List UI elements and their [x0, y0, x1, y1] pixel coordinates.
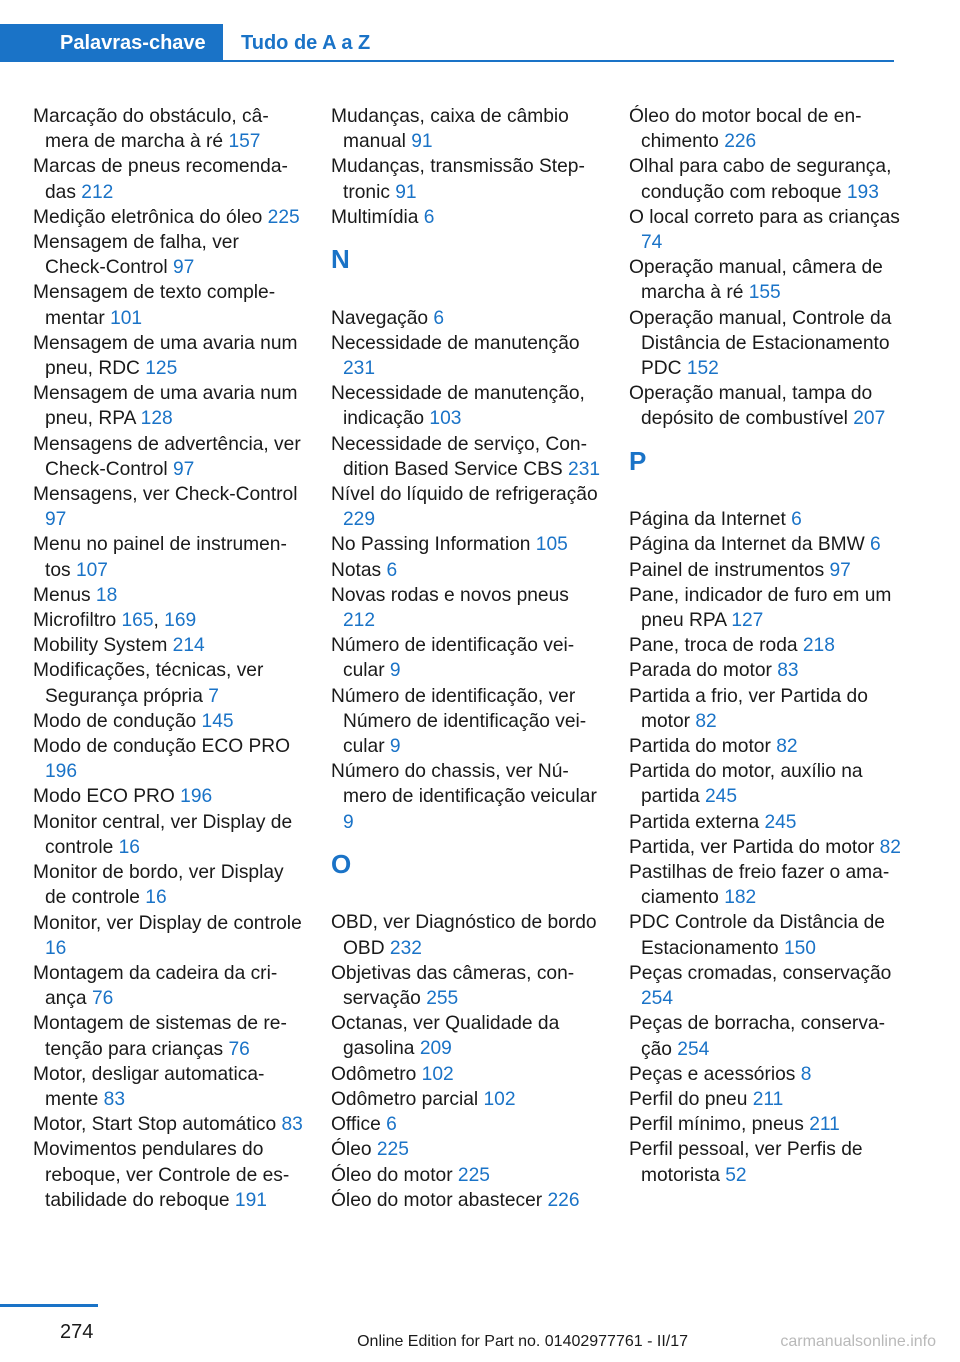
index-entry-text: Mensagem de uma avaria num pneu, RPA [33, 383, 298, 430]
page-link[interactable]: 152 [686, 358, 719, 380]
index-entry-text: Mudanças, transmissão Steptronic [331, 156, 585, 203]
index-entry-text: Perfil pessoal, ver Perfis de motorista [629, 1139, 863, 1186]
page-link[interactable]: 9 [389, 736, 401, 758]
page-link[interactable]: 82 [776, 736, 798, 758]
page-link[interactable]: 225 [457, 1164, 490, 1186]
index-entry-text: Operação manual, Controle da Distância de Estacionamento PDC [629, 307, 892, 380]
index-entry-text: Montagem de sistemas de retenção para crianças [33, 1013, 287, 1060]
index-entry [331, 482, 601, 532]
index-entry [629, 583, 901, 633]
index-entry [331, 759, 601, 835]
index-entry-text: Número do chassis, ver Número de identificação veicular [331, 761, 597, 808]
index-entry-text: Octanas, ver Qualidade da gasolina [331, 1013, 560, 1060]
index-entry [33, 432, 303, 482]
index-entry-text: Mensagens de advertência, ver Check-Control [33, 433, 301, 480]
edition-note: Online Edition for Part no. 01402977761 - II/17 [357, 1333, 688, 1350]
page-link[interactable]: 211 [752, 1088, 784, 1110]
page-link[interactable]: 91 [395, 181, 417, 203]
page-link[interactable]: 128 [140, 408, 173, 430]
index-entry-text: Óleo [331, 1139, 377, 1161]
index-entry-text: Menu no painel de instrumentos [33, 534, 287, 581]
index-entry-text: Perfil mínimo, pneus [629, 1114, 810, 1136]
index-entry [331, 532, 601, 557]
index-entry-text: Necessidade de manutenção, indicação [331, 383, 585, 430]
page-link[interactable]: 6 [386, 559, 398, 581]
page-link[interactable]: 8 [800, 1063, 812, 1085]
index-entry-text: Modo de condução [33, 710, 202, 732]
index-entry-text: Necessidade de manutenção [331, 332, 580, 354]
index-entry [33, 331, 303, 381]
page-link[interactable]: 91 [411, 131, 433, 153]
index-entry-text: Objetivas das câmeras, conservação [331, 962, 575, 1010]
page-link[interactable]: 6 [433, 307, 445, 329]
index-entry [629, 810, 901, 835]
page-link[interactable]: 127 [731, 610, 764, 632]
index-entry-text: Notas [331, 559, 387, 581]
index-entry [331, 633, 601, 683]
index-entry-text: Montagem da cadeira da criança [33, 962, 278, 1010]
index-entry [331, 1188, 601, 1213]
index-entry [331, 154, 601, 204]
page-link[interactable]: 169 [164, 610, 197, 632]
index-entry-text: Pane, troca de roda [629, 635, 803, 657]
index-entry [629, 104, 901, 154]
index-entry [33, 482, 303, 532]
index-entry-text: Operação manual, tampa do depósito de combustível [629, 383, 873, 430]
index-entry-text: Operação manual, câmera de marcha à ré [629, 257, 883, 304]
index-entry [331, 331, 601, 381]
index-entry-text: Perfil do pneu [629, 1088, 753, 1110]
index-entry [629, 835, 901, 860]
index-entry-text: No Passing Information [331, 534, 536, 556]
page-link[interactable]: 218 [802, 635, 835, 657]
index-entry [33, 734, 303, 784]
index-entry-text: Partida a frio, ver Partida do motor [629, 685, 868, 732]
index-entry [629, 507, 901, 532]
page-link[interactable]: 155 [748, 282, 781, 304]
page-link[interactable]: 18 [95, 584, 118, 606]
index-entry-text: Número de identificação, ver Número de identificação veicular [331, 685, 587, 758]
index-letter-heading: O [331, 848, 352, 879]
index-entry [331, 1112, 601, 1137]
index-entry-text: Odômetro [331, 1063, 422, 1085]
index-entry: Microfiltro 165, 169 [33, 610, 197, 632]
page-link[interactable]: 52 [725, 1164, 747, 1186]
index-entry [33, 1062, 303, 1112]
index-letter-heading: P [629, 445, 647, 476]
index-entry-text: OBD, ver Diagnóstico de bordo OBD [331, 912, 597, 959]
page-link[interactable]: 83 [281, 1114, 303, 1136]
index-entry [629, 381, 901, 431]
page-link[interactable]: 97 [172, 257, 195, 279]
page-link[interactable]: 16 [145, 887, 167, 909]
index-entry [331, 1062, 601, 1087]
page-link[interactable]: 196 [180, 786, 213, 808]
page-link[interactable]: 103 [429, 408, 462, 430]
index-entry-text: Menus [33, 584, 96, 606]
index-entry [629, 1062, 901, 1087]
index-entry-text: Mensagem de falha, ver Check-Control [33, 232, 239, 279]
index-entry [629, 633, 901, 658]
index-entry [629, 910, 901, 960]
page-link[interactable]: 254 [641, 988, 674, 1010]
page-link[interactable]: 255 [426, 988, 459, 1010]
page-link[interactable]: 6 [423, 206, 435, 228]
index-entry-text: Medição eletrônica do óleo [33, 206, 268, 228]
page-link[interactable]: 165 [121, 610, 154, 632]
page-link[interactable]: 16 [118, 836, 140, 858]
page-link[interactable]: 226 [547, 1189, 580, 1211]
index-entry [33, 633, 303, 658]
page-link[interactable]: 229 [343, 509, 376, 531]
index-entry [33, 1011, 303, 1061]
index-entry [33, 784, 303, 809]
index-entry [331, 306, 601, 331]
index-entry [331, 961, 601, 1011]
index-entry-text: Modo ECO PRO [33, 786, 181, 808]
index-entry-text: Nível do líquido de refrigeração [331, 484, 598, 506]
index-entry-text: Novas rodas e novos pneus [331, 584, 569, 606]
page-link[interactable]: 212 [81, 181, 114, 203]
index-entry [331, 583, 601, 633]
page-link[interactable]: 102 [483, 1088, 516, 1110]
index-entry [629, 532, 901, 557]
index-entry [629, 1112, 901, 1137]
index-entry-text: Mudanças, caixa de câmbio manual [331, 106, 569, 153]
page-link[interactable]: 97 [45, 509, 67, 531]
page-link[interactable]: 6 [870, 534, 881, 556]
index-entry-text: Página da Internet [629, 509, 792, 531]
index-entry-text: Mobility System [33, 635, 173, 657]
index-entry-text: Óleo do motor bocal de enchimento [629, 106, 862, 153]
index-entry [629, 734, 901, 759]
index-entry-text: Multimídia [331, 206, 424, 228]
index-entry-text: Olhal para cabo de segurança, condução com reboque [629, 156, 892, 203]
page-link[interactable]: 107 [75, 559, 108, 581]
index-entry-text: Mensagem de uma avaria num pneu, RDC [33, 332, 298, 380]
index-entry [331, 1087, 601, 1112]
tab-palavras-chave[interactable]: Palavras-chave [0, 24, 223, 62]
index-entry-text: PDC Controle da Distância de Estacionamento [629, 912, 885, 959]
header-rule [0, 60, 894, 62]
page-link[interactable]: 245 [764, 811, 797, 833]
index-entry [33, 280, 303, 330]
page-link[interactable]: 83 [103, 1088, 126, 1110]
page-link[interactable]: 207 [853, 408, 886, 430]
page-link[interactable]: 214 [172, 635, 205, 657]
index-entry [33, 810, 303, 860]
page-link[interactable]: 83 [777, 660, 799, 682]
index-entry [629, 759, 901, 809]
index-entry [629, 205, 901, 255]
page-link[interactable]: 232 [389, 937, 422, 959]
page-link[interactable]: 196 [45, 761, 78, 783]
page-link[interactable]: 225 [267, 206, 300, 228]
page-link[interactable]: 182 [724, 887, 757, 909]
page-link[interactable]: 150 [783, 937, 816, 959]
page-link[interactable]: 97 [172, 458, 195, 480]
page-link[interactable]: 9 [389, 660, 401, 682]
page-link[interactable]: 76 [91, 988, 114, 1010]
page-link[interactable]: 212 [343, 610, 376, 632]
index-entry-text: Mensagens, ver Check-Control [33, 484, 298, 506]
page-link[interactable]: 145 [201, 710, 234, 732]
index-entry [33, 709, 303, 734]
index-entry [33, 205, 303, 230]
index-entry-text: Monitor central, ver Display de controle [33, 811, 293, 858]
index-entry [33, 961, 303, 1011]
index-entry-text: Necessidade de serviço, Condition Based Service CBS [331, 433, 587, 480]
index-entry-text: Óleo do motor abastecer [331, 1189, 548, 1211]
index-entry [331, 1137, 601, 1162]
index-entry-text: Peças cromadas, conservação [629, 962, 892, 984]
page-link[interactable]: 7 [208, 685, 219, 707]
index-entry-text: Monitor de bordo, ver Display de controle [33, 862, 284, 909]
index-entry-text: Número de identificação veicular [331, 635, 575, 682]
index-entry [33, 230, 303, 280]
index-entry-text: Partida, ver Partida do motor [629, 836, 880, 858]
index-column-1 [33, 104, 303, 1213]
index-entry [33, 911, 303, 961]
index-entry-text: Pastilhas de freio fazer o amaciamento [629, 862, 890, 909]
index-entry-text: Odômetro parcial [331, 1088, 484, 1110]
index-entry [629, 658, 901, 683]
page-link[interactable]: 102 [421, 1063, 454, 1085]
page-link[interactable]: 226 [724, 131, 757, 153]
index-entry-text: Modo de condução ECO PRO [33, 736, 291, 758]
index-entry [331, 910, 601, 960]
index-entry-text: Navegação [331, 307, 434, 329]
index-entry [629, 961, 901, 1011]
index-entry [331, 381, 601, 431]
index-entry [33, 1137, 303, 1213]
page-link[interactable]: 16 [45, 937, 67, 959]
index-entry-text: Partida do motor, auxílio na partida [629, 761, 863, 808]
index-entry [331, 432, 601, 482]
index-entry [629, 306, 901, 382]
index-entry-text: Página da Internet da BMW [629, 534, 871, 556]
page-link[interactable]: 6 [791, 509, 802, 531]
index-entry-text: Óleo do motor [331, 1164, 458, 1186]
index-entry-text: Partida externa [629, 811, 765, 833]
index-entry-text: Motor, desligar automaticamente [33, 1063, 265, 1110]
index-entry-text: Mensagem de texto complementar [33, 282, 276, 329]
page-link[interactable]: 231 [568, 458, 601, 480]
index-entry [33, 658, 303, 708]
index-entry [629, 154, 901, 204]
index-entry-text: Parada do motor [629, 660, 778, 682]
index-entry [33, 154, 303, 204]
index-entry [331, 205, 601, 230]
index-letter-heading: N [331, 244, 350, 275]
page-link[interactable]: 225 [376, 1139, 409, 1161]
page-number: 274 [60, 1321, 94, 1343]
index-column-2 [331, 104, 601, 1213]
index-entry-text: Monitor, ver Display de controle [33, 912, 302, 934]
page-link[interactable]: 125 [145, 358, 178, 380]
index-entry [629, 1087, 901, 1112]
index-entry [629, 684, 901, 734]
index-entry-text: Peças de borracha, conservação [629, 1013, 885, 1060]
page-link[interactable]: 101 [110, 307, 143, 329]
page-link[interactable]: 82 [695, 710, 717, 732]
page-link[interactable]: 211 [809, 1114, 840, 1136]
tab-tudo-de-a-a-z[interactable]: Tudo de A a Z [241, 32, 371, 54]
index-entry-text: Motor, Start Stop automático [33, 1114, 282, 1136]
index-entry [331, 104, 601, 154]
watermark: carmanualsonline.info [780, 1333, 936, 1350]
page-header [0, 24, 894, 62]
index-entry-text: Painel de instrumentos [629, 559, 830, 581]
footer-rule [0, 1304, 98, 1307]
page-link[interactable]: 82 [879, 836, 901, 858]
index-entry-text: O local correto para as crianças [629, 206, 900, 228]
page-link[interactable]: 97 [829, 559, 851, 581]
index-entry [33, 583, 303, 608]
index-entry [629, 1137, 901, 1187]
index-entry-text: Microfiltro [33, 610, 122, 632]
index-entry-text: Marcas de pneus recomendadas [33, 156, 288, 203]
index-entry [629, 558, 901, 583]
index-entry-text: Marcação do obstáculo, câmera de marcha à ré [33, 106, 269, 153]
index-entry [331, 558, 601, 583]
index-entry-text: Partida do motor [629, 736, 777, 758]
index-entry [629, 860, 901, 910]
page-link[interactable]: 254 [677, 1038, 710, 1060]
index-entry [33, 104, 303, 154]
index-column-3 [629, 104, 901, 1188]
index-entry [331, 1163, 601, 1188]
index-entry [33, 1112, 303, 1137]
index-entry-text: Modificações, técnicas, ver Segurança própria [33, 660, 264, 707]
index-entry-text: Office [331, 1114, 387, 1136]
page-link[interactable]: 9 [343, 811, 354, 833]
index-entry [331, 684, 601, 760]
index-entry [629, 255, 901, 305]
page-link[interactable]: 231 [343, 358, 376, 380]
page-link[interactable]: 6 [386, 1114, 397, 1136]
page-link[interactable]: 74 [641, 232, 663, 254]
index-entry-text: Pane, indicador de furo em um pneu RPA [629, 584, 892, 632]
index-entry-text: Peças e acessórios [629, 1063, 801, 1085]
page-link[interactable]: 191 [234, 1189, 267, 1211]
index-entry-text: Movimentos pendulares do reboque, ver Controle de estabilidade do reboque [33, 1139, 290, 1211]
index-entry [33, 381, 303, 431]
page-link[interactable]: 157 [228, 131, 261, 153]
index-entry [33, 860, 303, 910]
page-link[interactable]: 105 [535, 534, 568, 556]
index-entry [331, 1011, 601, 1061]
page-link[interactable]: 245 [705, 786, 738, 808]
page-link[interactable]: 193 [846, 181, 879, 203]
page-link[interactable]: 209 [419, 1038, 452, 1060]
index-entry [629, 1011, 901, 1061]
page-link[interactable]: 76 [228, 1038, 250, 1060]
index-entry [33, 532, 303, 582]
